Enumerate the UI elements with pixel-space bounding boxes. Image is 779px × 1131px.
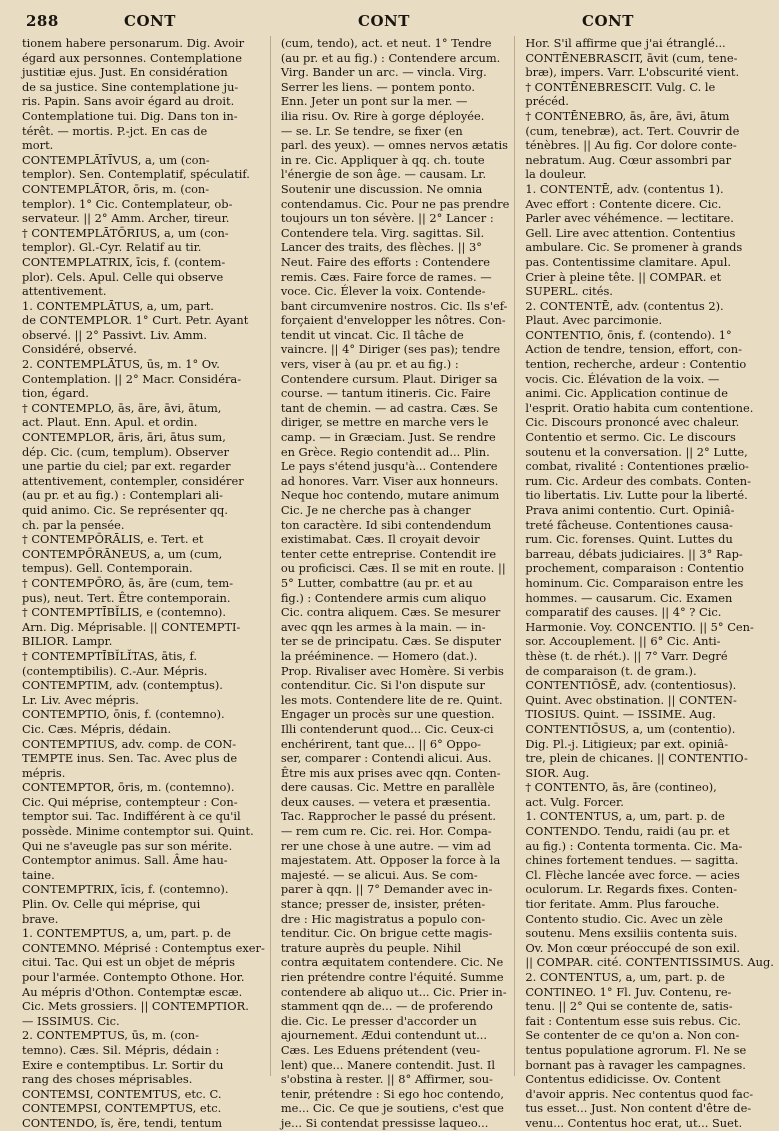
text-line: thèse (t. de rhét.). || 7° Varr. Degré [525, 648, 728, 663]
running-head-center: CONT [358, 12, 410, 30]
text-line: je... Si contendat pressisse laqueo... [280, 1115, 489, 1130]
text-line: une partie du ciel; par ext. regarder [22, 459, 231, 474]
text-line: Qui ne s'aveugle pas sur son mérite. [22, 838, 233, 853]
text-line: tenu. || 2° Qui se contente de, satis- [525, 999, 733, 1014]
text-line: 1. CONTEMPTUS, a, um, part. p. de [22, 926, 231, 941]
text-line: CONTEMPTIM, adv. (contemptus). [22, 678, 223, 693]
text-line: CONTEMPLOR, āris, āri, ātus sum, [22, 430, 226, 445]
text-line: majestatem. Att. Opposer la force à la [280, 853, 501, 868]
text-line: Neut. Faire des efforts : Contendere [280, 254, 490, 269]
text-line: dép. Cic. (cum, templum). Observer [22, 444, 229, 459]
text-line: tre, plein de chicanes. || CONTENTIO- [525, 751, 748, 766]
text-line: de comparaison (t. de gram.). [525, 663, 697, 678]
text-line: Parler avec véhémence. — lectitare. [525, 211, 734, 226]
text-line: Cl. Flèche lancée avec force. — acies [525, 867, 740, 882]
text-line: animi. Cic. Application continue de [525, 386, 728, 401]
text-line: de CONTEMPLOR. 1° Curt. Petr. Ayant [22, 313, 249, 328]
text-line: 1. CONTENTĒ, adv. (contentus 1). [525, 181, 724, 196]
text-line: stamment qqn de... — de proferendo [280, 999, 493, 1014]
text-line: TIOSIUS. Quint. — ISSIME. Aug. [525, 707, 716, 722]
text-line: oculorum. Lr. Regards fixes. Conten- [525, 882, 738, 897]
text-line: CONTEMPTIO, ōnis, f. (contemno). [22, 707, 225, 722]
text-line: attentivement, contempler, considérer [22, 473, 244, 488]
text-line: Contemplatione tui. Dig. Dans ton in- [22, 108, 238, 123]
text-line: Arn. Dig. Méprisable. || CONTEMPTI- [22, 619, 241, 634]
text-line: 5° Lutter, combattre (au pr. et au [280, 575, 473, 590]
text-line: Considéré, observé. [22, 342, 137, 357]
text-line: act. Vulg. Forcer. [525, 794, 624, 809]
text-line: CONTĒNEBRASCIT, āvit (cum, tene- [525, 50, 738, 65]
text-line: act. Plaut. Enn. Apul. et ordin. [22, 415, 198, 430]
text-line: Prop. Rivaliser avec Homère. Si verbis [280, 663, 504, 678]
text-line: Cic. Cæs. Mépris, dédain. [22, 721, 172, 736]
text-line: tio libertatis. Liv. Lutte pour la liberté. [525, 488, 748, 503]
text-line: contendamus. Cic. Pour ne pas prendre [280, 196, 510, 211]
text-line: † CONTEMPLO, ās, āre, āvi, ātum, [22, 400, 222, 415]
column-left [22, 36, 271, 1130]
text-line: tempus). Gell. Contemporain. [22, 561, 193, 576]
text-line: treté fâcheuse. Contentiones causa- [525, 517, 733, 532]
text-line: fait : Contentum esse suis rebus. Cic. [525, 1013, 741, 1028]
text-line: hominum. Cic. Comparaison entre les [525, 575, 744, 590]
text-line: soutenu. Mens exsiliis contenta suis. [525, 926, 738, 941]
text-line: bræ), impers. Varr. L'obscurité vient. [525, 65, 740, 80]
text-line: CONTEMPŌRĀNEUS, a, um (cum, [22, 546, 223, 561]
text-line: possède. Minime contemptor sui. Quint. [22, 824, 254, 839]
page-number: 288 [26, 12, 59, 30]
text-line: SUPERL. cités. [525, 284, 613, 299]
text-line: Plaut. Avec parcimonie. [525, 313, 663, 328]
text-line: templor). Sen. Contemplatif, spéculatif. [22, 167, 250, 182]
text-line: d'avoir appris. Nec contentus quod fac- [525, 1086, 754, 1101]
text-line: enchérirent, tant que... || 6° Oppo- [280, 736, 482, 751]
text-line: dre : Hic magistratus a populo con- [280, 911, 486, 926]
text-line: course. — tantum itineris. Cic. Faire [280, 386, 491, 401]
text-line: Tac. Rapprocher le passé du présent. [280, 809, 496, 824]
text-line: contendere ab aliquo ut... Cic. Prier in- [280, 984, 507, 999]
text-line: Être mis aux prises avec qqn. Conten- [280, 765, 501, 780]
text-line: rum. Cic. forenses. Quint. Luttes du [525, 532, 733, 547]
text-line: égard aux personnes. Contemplatione [22, 50, 242, 65]
running-head-left: CONT [124, 12, 176, 30]
text-line: majesté. — se alicui. Aus. Se com- [280, 867, 478, 882]
text-line: Contento studio. Cic. Avec un zèle [525, 911, 723, 926]
text-line: contenditur. Cic. Si l'on dispute sur [280, 678, 485, 693]
text-line: Lr. Liv. Avec mépris. [22, 692, 139, 707]
text-line: Contentio et sermo. Cic. Le discours [525, 430, 736, 445]
text-line: existimabat. Cæs. Il croyait devoir [280, 532, 480, 547]
text-line: — se. Lr. Se tendre, se fixer (en [280, 123, 463, 138]
text-line: soutenu et la conversation. || 2° Lutte, [525, 444, 748, 459]
text-line: précéd. [525, 94, 569, 109]
column-right [525, 36, 779, 1130]
text-line: pas. Contentissime clamitare. Apul. [525, 254, 731, 269]
text-line: CONTENTIŌSĒ, adv. (contentiosus). [525, 678, 737, 693]
text-line: temptor sui. Tac. Indifférent à ce qu'il [22, 809, 241, 824]
text-line: 2. CONTEMPLĀTUS, ūs, m. 1° Ov. [22, 357, 220, 372]
text-line: mort. [22, 138, 54, 153]
text-line: † CONTĒNEBRESCIT. Vulg. C. le [525, 79, 716, 94]
text-line: taine. [22, 867, 55, 882]
text-line: Cic. Mets grossiers. || CONTEMPTIOR. [22, 999, 249, 1014]
text-line: bant circumvenire nostros. Cic. Ils s'ef- [280, 298, 508, 313]
text-line: † CONTEMPLĀTŌRIUS, a, um (con- [22, 225, 229, 240]
text-line: CONTEMPLĀTĪVUS, a, um (con- [22, 152, 210, 167]
text-line: CONTEMPLĀTOR, ōris, m. (con- [22, 181, 210, 196]
text-line: l'énergie de son âge. — causam. Lr. [280, 167, 487, 182]
page-header [22, 10, 700, 36]
text-line: Lancer des traits, des flèches. || 3° [280, 240, 482, 255]
text-line: remis. Cæs. Faire force de rames. — [280, 269, 492, 284]
text-line: voce. Cic. Élever la voix. Contende- [280, 284, 486, 299]
text-line: ambulare. Cic. Se promener à grands [525, 240, 743, 255]
text-line: tenter cette entreprise. Contendit ire [280, 546, 497, 561]
text-line: deux causes. — vetera et præsentia. [280, 794, 491, 809]
text-line: avec qqn les armes à la main. — in- [280, 619, 486, 634]
text-line: rum. Cic. Ardeur des combats. Conten- [525, 473, 751, 488]
text-line: (cum, tenebræ), act. Tert. Couvrir de [525, 123, 740, 138]
text-line: (cum, tendo), act. et neut. 1° Tendre [280, 36, 492, 50]
text-line: tenditur. Cic. On brigue cette magis- [280, 926, 493, 941]
text-line: servateur. || 2° Amm. Archer, tireur. [22, 211, 230, 226]
text-line: temno). Cæs. Sil. Mépris, dédain : [22, 1042, 220, 1057]
text-line: TEMPTE inus. Sen. Tac. Avec plus de [22, 751, 238, 766]
text-line: 1. CONTENTUS, a, um, part. p. de [525, 809, 725, 824]
text-line: nebratum. Aug. Cœur assombri par [525, 152, 732, 167]
text-line: en Grèce. Regio contendit ad... Plin. [280, 444, 490, 459]
text-line: † CONTEMPTĪBĬLĬTAS, ātis, f. [22, 648, 197, 663]
text-line: CONTENDO, ĭs, ĕre, tendi, tentum [22, 1115, 223, 1130]
text-line: ilia risu. Ov. Rire à gorge déployée. [280, 108, 485, 123]
text-line: Cic. Discours prononcé avec chaleur. [525, 415, 740, 430]
text-line: sor. Accouplement. || 6° Cic. Anti- [525, 634, 721, 649]
text-line: Cic. Qui méprise, contempteur : Con- [22, 794, 238, 809]
text-line: vaincre. || 4° Diriger (ses pas); tendre [280, 342, 501, 357]
text-line: 2. CONTEMPTUS, ūs, m. (con- [22, 1028, 199, 1043]
text-line: CONTEMSI, CONTEMTUS, etc. C. [22, 1086, 222, 1101]
text-line: Contentus edidicisse. Ov. Content [525, 1072, 721, 1087]
text-line: Exire e contemptibus. Lr. Sortir du [22, 1057, 224, 1072]
text-line: ser, comparer : Contendi alicui. Aus. [280, 751, 492, 766]
text-line: CONTEMPTIUS, adv. comp. de CON- [22, 736, 237, 751]
text-line: Se contenter de ce qu'on a. Non con- [525, 1028, 740, 1043]
text-line: Contendere cursum. Plaut. Diriger sa [280, 371, 498, 386]
text-line: chines fortement tendues. — sagitta. [525, 853, 739, 868]
text-line: † CONTENTO, ās, āre (contineo), [525, 780, 717, 795]
text-line: quid animo. Cic. Se représenter qq. [22, 503, 228, 517]
text-line: CONTEMPLATRIX, īcis, f. (contem- [22, 254, 226, 269]
text-line: s'obstina à rester. || 8° Affirmer, sou- [280, 1072, 493, 1087]
text-line: tentus populatione agrorum. Fl. Ne se [525, 1042, 747, 1057]
running-head-right: CONT [582, 12, 634, 30]
text-line: Contendere tela. Virg. sagittas. Sil. [280, 225, 485, 240]
text-line: Enn. Jeter un pont sur la mer. — [280, 94, 468, 109]
text-line: pus), neut. Tert. Être contemporain. [22, 590, 231, 605]
text-line: trature auprès du peuple. Nihil [280, 940, 462, 955]
text-line: fig.) : Contendere armis cum aliquo [280, 590, 487, 605]
text-line: tendit ut vincat. Cic. Il tâche de [280, 327, 464, 342]
text-line: Action de tendre, tension, effort, con- [525, 342, 742, 357]
text-line: Plin. Ov. Celle qui méprise, qui [22, 897, 201, 912]
text-line: ténèbres. || Au fig. Cor dolore conte- [525, 138, 737, 153]
text-line: hommes. — causarum. Cic. Examen [525, 590, 733, 605]
text-line: † CONTEMPŌRĀLIS, e. Tert. et [22, 532, 204, 547]
text-line: térêt. — mortis. P.-jct. En cas de [22, 123, 208, 138]
text-line: ris. Papin. Sans avoir égard au droit. [22, 94, 235, 109]
text-line: CONTENTIO, ōnis, f. (contendo). 1° [525, 327, 732, 342]
text-line: pour l'armée. Contempto Othone. Hor. [22, 970, 245, 984]
text-line: Soutenir une discussion. Ne omnia [280, 181, 483, 196]
text-line: ton caractère. Id sibi contendendum [280, 517, 492, 532]
text-columns [22, 36, 774, 1130]
text-line: diriger, se mettre en marche vers le [280, 415, 489, 430]
text-line: CONTENDO. Tendu, raidi (au pr. et [525, 824, 730, 839]
text-line: Virg. Bander un arc. — vincla. Virg. [280, 65, 487, 80]
text-line: vocis. Cic. Élévation de la voix. — [525, 371, 720, 386]
text-line: Illi contenderunt quod... Cic. Ceux-ci [280, 721, 494, 736]
text-line: parer à qqn. || 7° Demander avec in- [280, 882, 493, 897]
text-line: templor). Gl.-Cyr. Relatif au tir. [22, 240, 202, 255]
column-middle [280, 36, 516, 1130]
text-line: Serrer les liens. — pontem ponto. [280, 79, 475, 94]
text-line: plor). Cels. Apul. Celle qui observe [22, 269, 224, 284]
text-line: Ov. Mon cœur préoccupé de son exil. [525, 940, 740, 955]
text-line: rang des choses méprisables. [22, 1072, 193, 1087]
text-line: prochement, comparaison : Contentio [525, 561, 744, 576]
text-line: attentivement. [22, 284, 107, 299]
text-line: Avec effort : Contente dicere. Cic. [525, 196, 722, 211]
text-line: 1. CONTEMPLĀTUS, a, um, part. [22, 298, 214, 313]
text-line: justitiæ ejus. Just. En considération [22, 65, 228, 80]
text-line: Cic. Je ne cherche pas à changer [280, 503, 471, 517]
text-line: SIOR. Aug. [525, 765, 590, 780]
text-line: bornant pas à ravager les campagnes. [525, 1057, 746, 1072]
text-line: Le pays s'étend jusqu'à... Contendere [280, 459, 498, 474]
text-line: stance; presser de, insister, préten- [280, 897, 486, 912]
text-line: ajournement. Ædui contendunt ut... [280, 1028, 488, 1043]
text-line: me... Cic. Ce que je soutiens, c'est que [280, 1101, 504, 1116]
text-line: citui. Tac. Qui est un objet de mépris [22, 955, 236, 970]
text-line: ch. par la pensée. [22, 517, 125, 532]
text-line: CONTENTIŌSUS, a, um (contentio). [525, 721, 736, 736]
text-line: die. Cic. Le presser d'accorder un [280, 1013, 477, 1028]
text-line: rien prétendre contre l'équité. Summe [280, 970, 504, 984]
text-line: au fig.) : Contenta tormenta. Cic. Ma- [525, 838, 743, 853]
text-line: ad honores. Varr. Viser aux honneurs. [280, 473, 499, 488]
text-line: tus esset... Just. Non content d'être de- [525, 1101, 752, 1116]
text-line: mépris. [22, 765, 66, 780]
text-line: Gell. Lire avec attention. Contentius [525, 225, 736, 240]
text-line: la douleur. [525, 167, 587, 182]
text-line: l'esprit. Oratio habita cum contentione. [525, 400, 754, 415]
text-line: Quint. Avec obstination. || CONTEN- [525, 692, 737, 707]
text-line: CONTEMNO. Méprisé : Contemptus exer- [22, 940, 265, 955]
text-line: Harmonie. Voy. CONCENTIO. || 5° Cen- [525, 619, 754, 634]
text-line: (contemptibilis). C.-Aur. Mépris. [22, 663, 208, 678]
text-line: † CONTEMPŌRO, ās, āre (cum, tem- [22, 575, 234, 590]
text-line: Engager un procès sur une question. [280, 707, 495, 722]
text-line: tant de chemin. — ad castra. Cæs. Se [280, 400, 498, 415]
text-line: tior feritate. Amm. Plus farouche. [525, 897, 720, 912]
text-line: ter se de principatu. Cæs. Se disputer [280, 634, 501, 649]
text-line: venu... Contentus hoc erat, ut... Suet. [525, 1115, 743, 1130]
text-line: vers, viser à (au pr. et au fig.) : [280, 357, 459, 372]
text-line: tion, égard. [22, 386, 89, 401]
text-line: Cæs. Les Eduens prétendent (veu- [280, 1042, 481, 1057]
text-line: tention, recherche, ardeur : Contentio [525, 357, 747, 372]
text-line: Cic. contra aliquem. Cæs. Se mesurer [280, 605, 501, 620]
text-line: — ISSIMUS. Cic. [22, 1013, 120, 1028]
text-line: Crier à pleine tête. || COMPAR. et [525, 269, 722, 284]
text-line: lent) que... Manere contendit. Just. Il [280, 1057, 496, 1072]
text-line: 2. CONTENTUS, a, um, part. p. de [525, 970, 725, 984]
text-line: contra æquitatem contendere. Cic. Ne [280, 955, 504, 970]
text-line: brave. [22, 911, 59, 926]
text-line: camp. — in Græciam. Just. Se rendre [280, 430, 496, 445]
text-line: de sa justice. Sine contemplatione ju- [22, 79, 239, 94]
text-line: † CONTEMPTĪBĬLIS, e (contemno). [22, 605, 227, 620]
text-line: barreau, débats judiciaires. || 3° Rap- [525, 546, 743, 561]
text-line: combat, rivalité : Contentiones prælio- [525, 459, 749, 474]
text-line: tionem habere personarum. Dig. Avoir [22, 36, 245, 50]
text-line: Dig. Pl.-j. Litigieux; par ext. opiniâ- [525, 736, 729, 751]
text-line: (au pr. et au fig.) : Contendere arcum. [280, 50, 501, 65]
text-line: comparatif des causes. || 4° ? Cic. [525, 605, 722, 620]
text-line: dere causas. Cic. Mettre en parallèle [280, 780, 495, 795]
text-line: rer une chose à une autre. — vim ad [280, 838, 492, 853]
text-line: Hor. S'il affirme que j'ai étranglé... [525, 36, 726, 50]
text-line: Contemplation. || 2° Macr. Considéra- [22, 371, 242, 386]
text-line: † CONTĒNEBRO, ās, āre, āvi, ātum [525, 108, 730, 123]
text-line: in re. Cic. Appliquer à qq. ch. toute [280, 152, 485, 167]
text-line: tenir, prétendre : Si ego hoc contendo, [280, 1086, 505, 1101]
text-line: Contemptor animus. Sall. Âme hau- [22, 853, 228, 868]
text-line: forçaient d'envelopper les nôtres. Con- [280, 313, 506, 328]
text-line: (au pr. et au fig.) : Contemplari ali- [22, 488, 224, 503]
text-line: la prééminence. — Homero (dat.). [280, 648, 478, 663]
text-line: Au mépris d'Othon. Contemptæ escæ. [22, 984, 243, 999]
text-line: observé. || 2° Passivt. Liv. Amm. [22, 327, 207, 342]
text-line: les mots. Contendere lite de re. Quint. [280, 692, 503, 707]
text-line: ou proficisci. Cæs. Il se mit en route. || [280, 561, 506, 576]
text-line: CONTEMPTRIX, īcis, f. (contemno). [22, 882, 229, 897]
text-line: Prava animi contentio. Curt. Opiniâ- [525, 503, 735, 517]
text-line: 2. CONTENTĒ, adv. (contentus 2). [525, 298, 724, 313]
text-line: parl. des yeux). — omnes nervos ætatis [280, 138, 508, 153]
text-line: CONTEMPTOR, ōris, m. (contemno). [22, 780, 235, 795]
text-line: templor). 1° Cic. Contemplateur, ob- [22, 196, 233, 211]
text-line: || COMPAR. cité. CONTENTISSIMUS. Aug. [525, 955, 774, 970]
text-line: CONTINEO. 1° Fl. Juv. Contenu, re- [525, 984, 732, 999]
text-line: toujours un ton sévère. || 2° Lancer : [280, 211, 494, 226]
text-line: CONTEMPSI, CONTEMPTUS, etc. [22, 1101, 222, 1116]
text-line: — rem cum re. Cic. rei. Hor. Compa- [280, 824, 492, 839]
text-line: BILIOR. Lampr. [22, 634, 113, 649]
text-line: Neque hoc contendo, mutare animum [280, 488, 500, 503]
